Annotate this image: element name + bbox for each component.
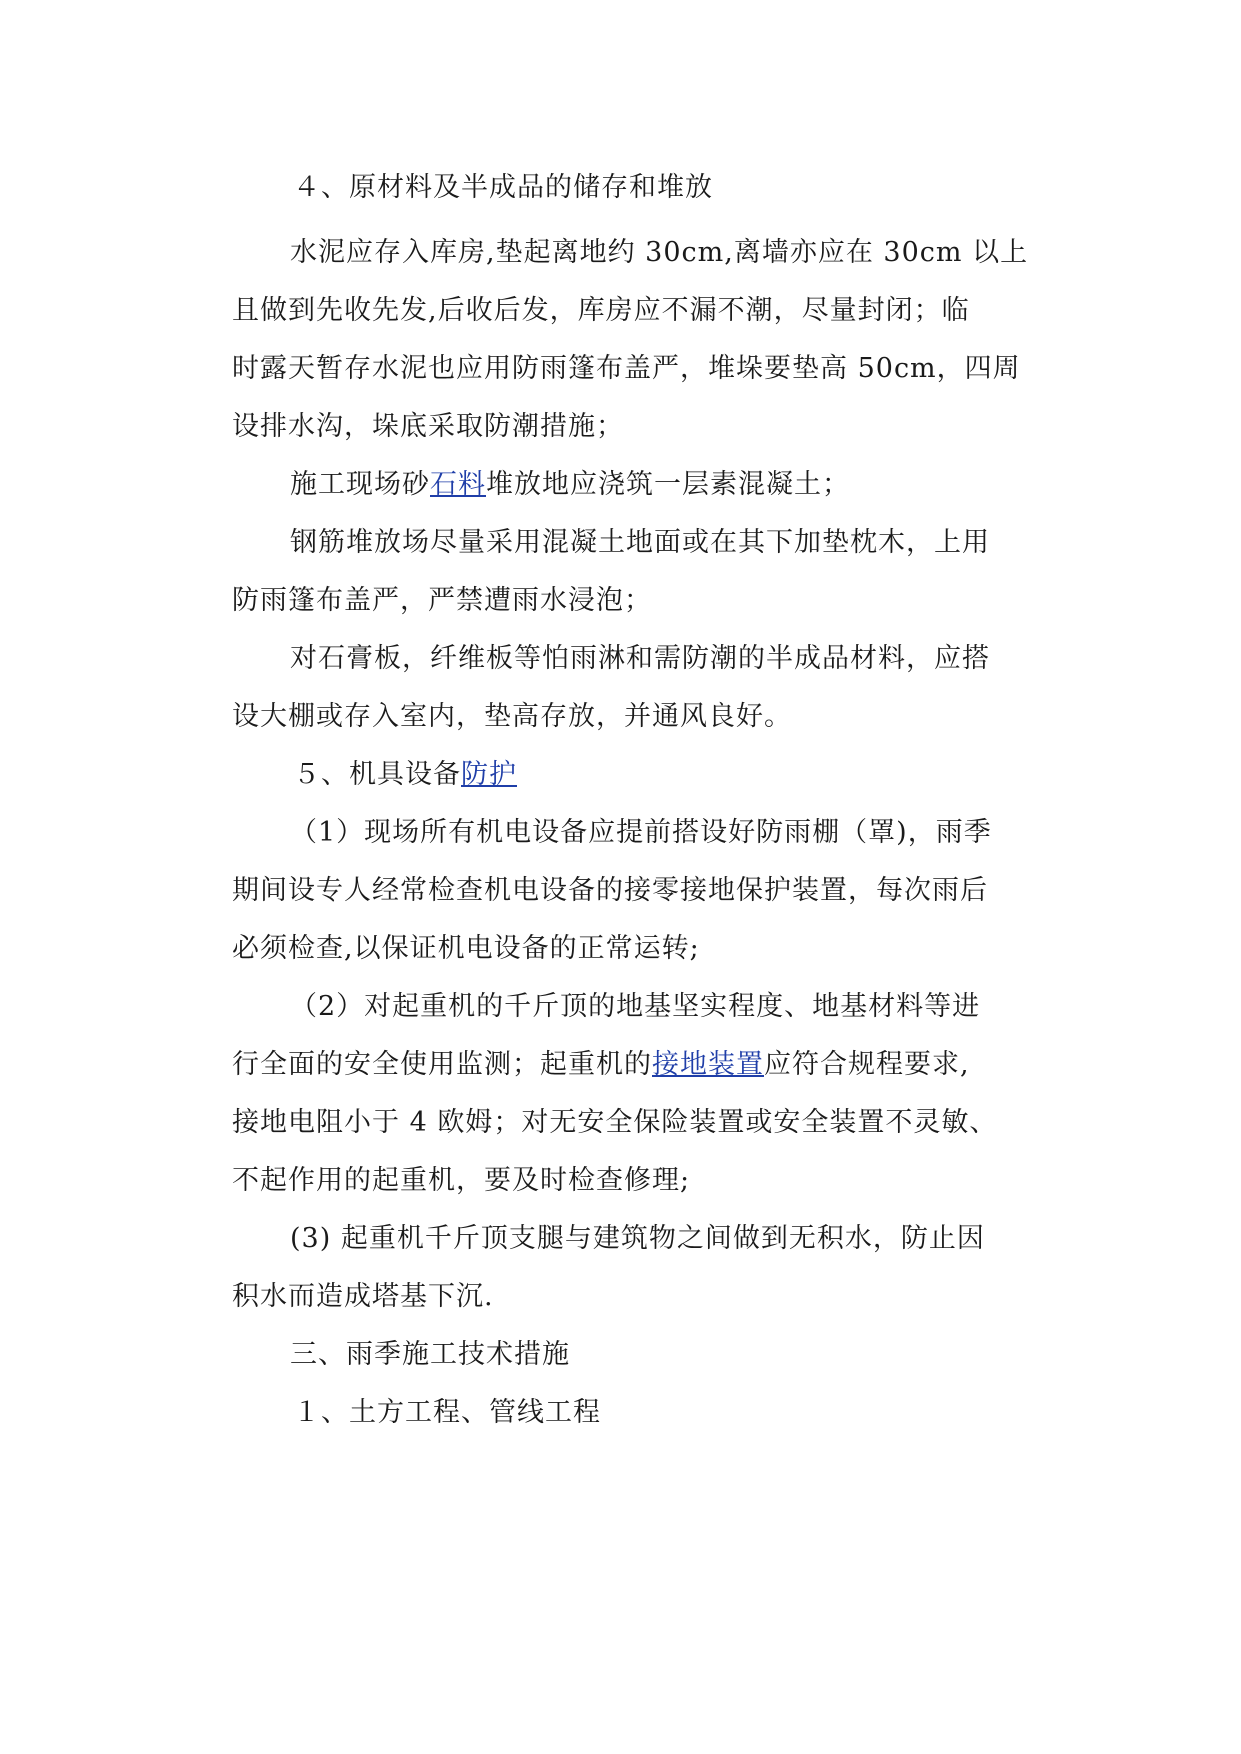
- heading-earthwork: １、土方工程、管线工程: [293, 1397, 601, 1428]
- paragraph-line: （1）现场所有机电设备应提前搭设好防雨棚（罩)，雨季: [290, 817, 992, 848]
- paragraph-line: 钢筋堆放场尽量采用混凝土地面或在其下加垫枕木，上用: [290, 527, 990, 558]
- line-text: 行全面的安全使用监测；起重机的: [232, 1049, 652, 1080]
- paragraph-line: 设排水沟，垛底采取防潮措施；: [232, 411, 624, 442]
- link-grounding-device[interactable]: 接地装置: [652, 1049, 764, 1080]
- line-text: 施工现场砂: [290, 469, 430, 500]
- paragraph-line-with-link: [290, 467, 1012, 503]
- link-protection[interactable]: 防护: [461, 759, 517, 790]
- paragraph-line: 积水而造成塔基下沉.: [232, 1281, 494, 1312]
- paragraph-line: 水泥应存入库房,垫起离地约 30cm,离墙亦应在 30cm 以上: [290, 237, 1029, 268]
- paragraph-line: 不起作用的起重机，要及时检查修理;: [232, 1165, 691, 1196]
- paragraph-line: 期间设专人经常检查机电设备的接零接地保护装置，每次雨后: [232, 875, 988, 906]
- line-text: 堆放地应浇筑一层素混凝土；: [486, 469, 850, 500]
- section-heading-rainy-season: 三、雨季施工技术措施: [290, 1339, 570, 1370]
- paragraph-line: (3) 起重机千斤顶支腿与建筑物之间做到无积水，防止因: [290, 1223, 985, 1254]
- paragraph-line: 且做到先收先发,后收后发，库房应不漏不潮，尽量封闭；临: [232, 295, 970, 326]
- paragraph-line: 防雨篷布盖严，严禁遭雨水浸泡；: [232, 585, 652, 616]
- line-text: 应符合规程要求,: [764, 1049, 970, 1080]
- heading-storage: ４、原材料及半成品的储存和堆放: [293, 172, 713, 203]
- paragraph-line-with-link: [232, 1047, 1012, 1083]
- line-text: ５、机具设备: [293, 759, 461, 790]
- paragraph-line: 时露天暂存水泥也应用防雨篷布盖严，堆垛要垫高 50cm，四周: [232, 353, 1021, 384]
- heading-equipment-with-link: [293, 757, 1073, 793]
- paragraph-line: 设大棚或存入室内，垫高存放，并通风良好。: [232, 701, 792, 732]
- paragraph-line: 接地电阻小于 4 欧姆；对无安全保险装置或安全装置不灵敏、: [232, 1107, 998, 1138]
- link-stone-material[interactable]: 石料: [430, 469, 486, 500]
- paragraph-line: 对石膏板，纤维板等怕雨淋和需防潮的半成品材料，应搭: [290, 643, 990, 674]
- paragraph-line: 必须检查,以保证机电设备的正常运转;: [232, 933, 700, 964]
- paragraph-line: （2）对起重机的千斤顶的地基坚实程度、地基材料等进: [290, 991, 981, 1022]
